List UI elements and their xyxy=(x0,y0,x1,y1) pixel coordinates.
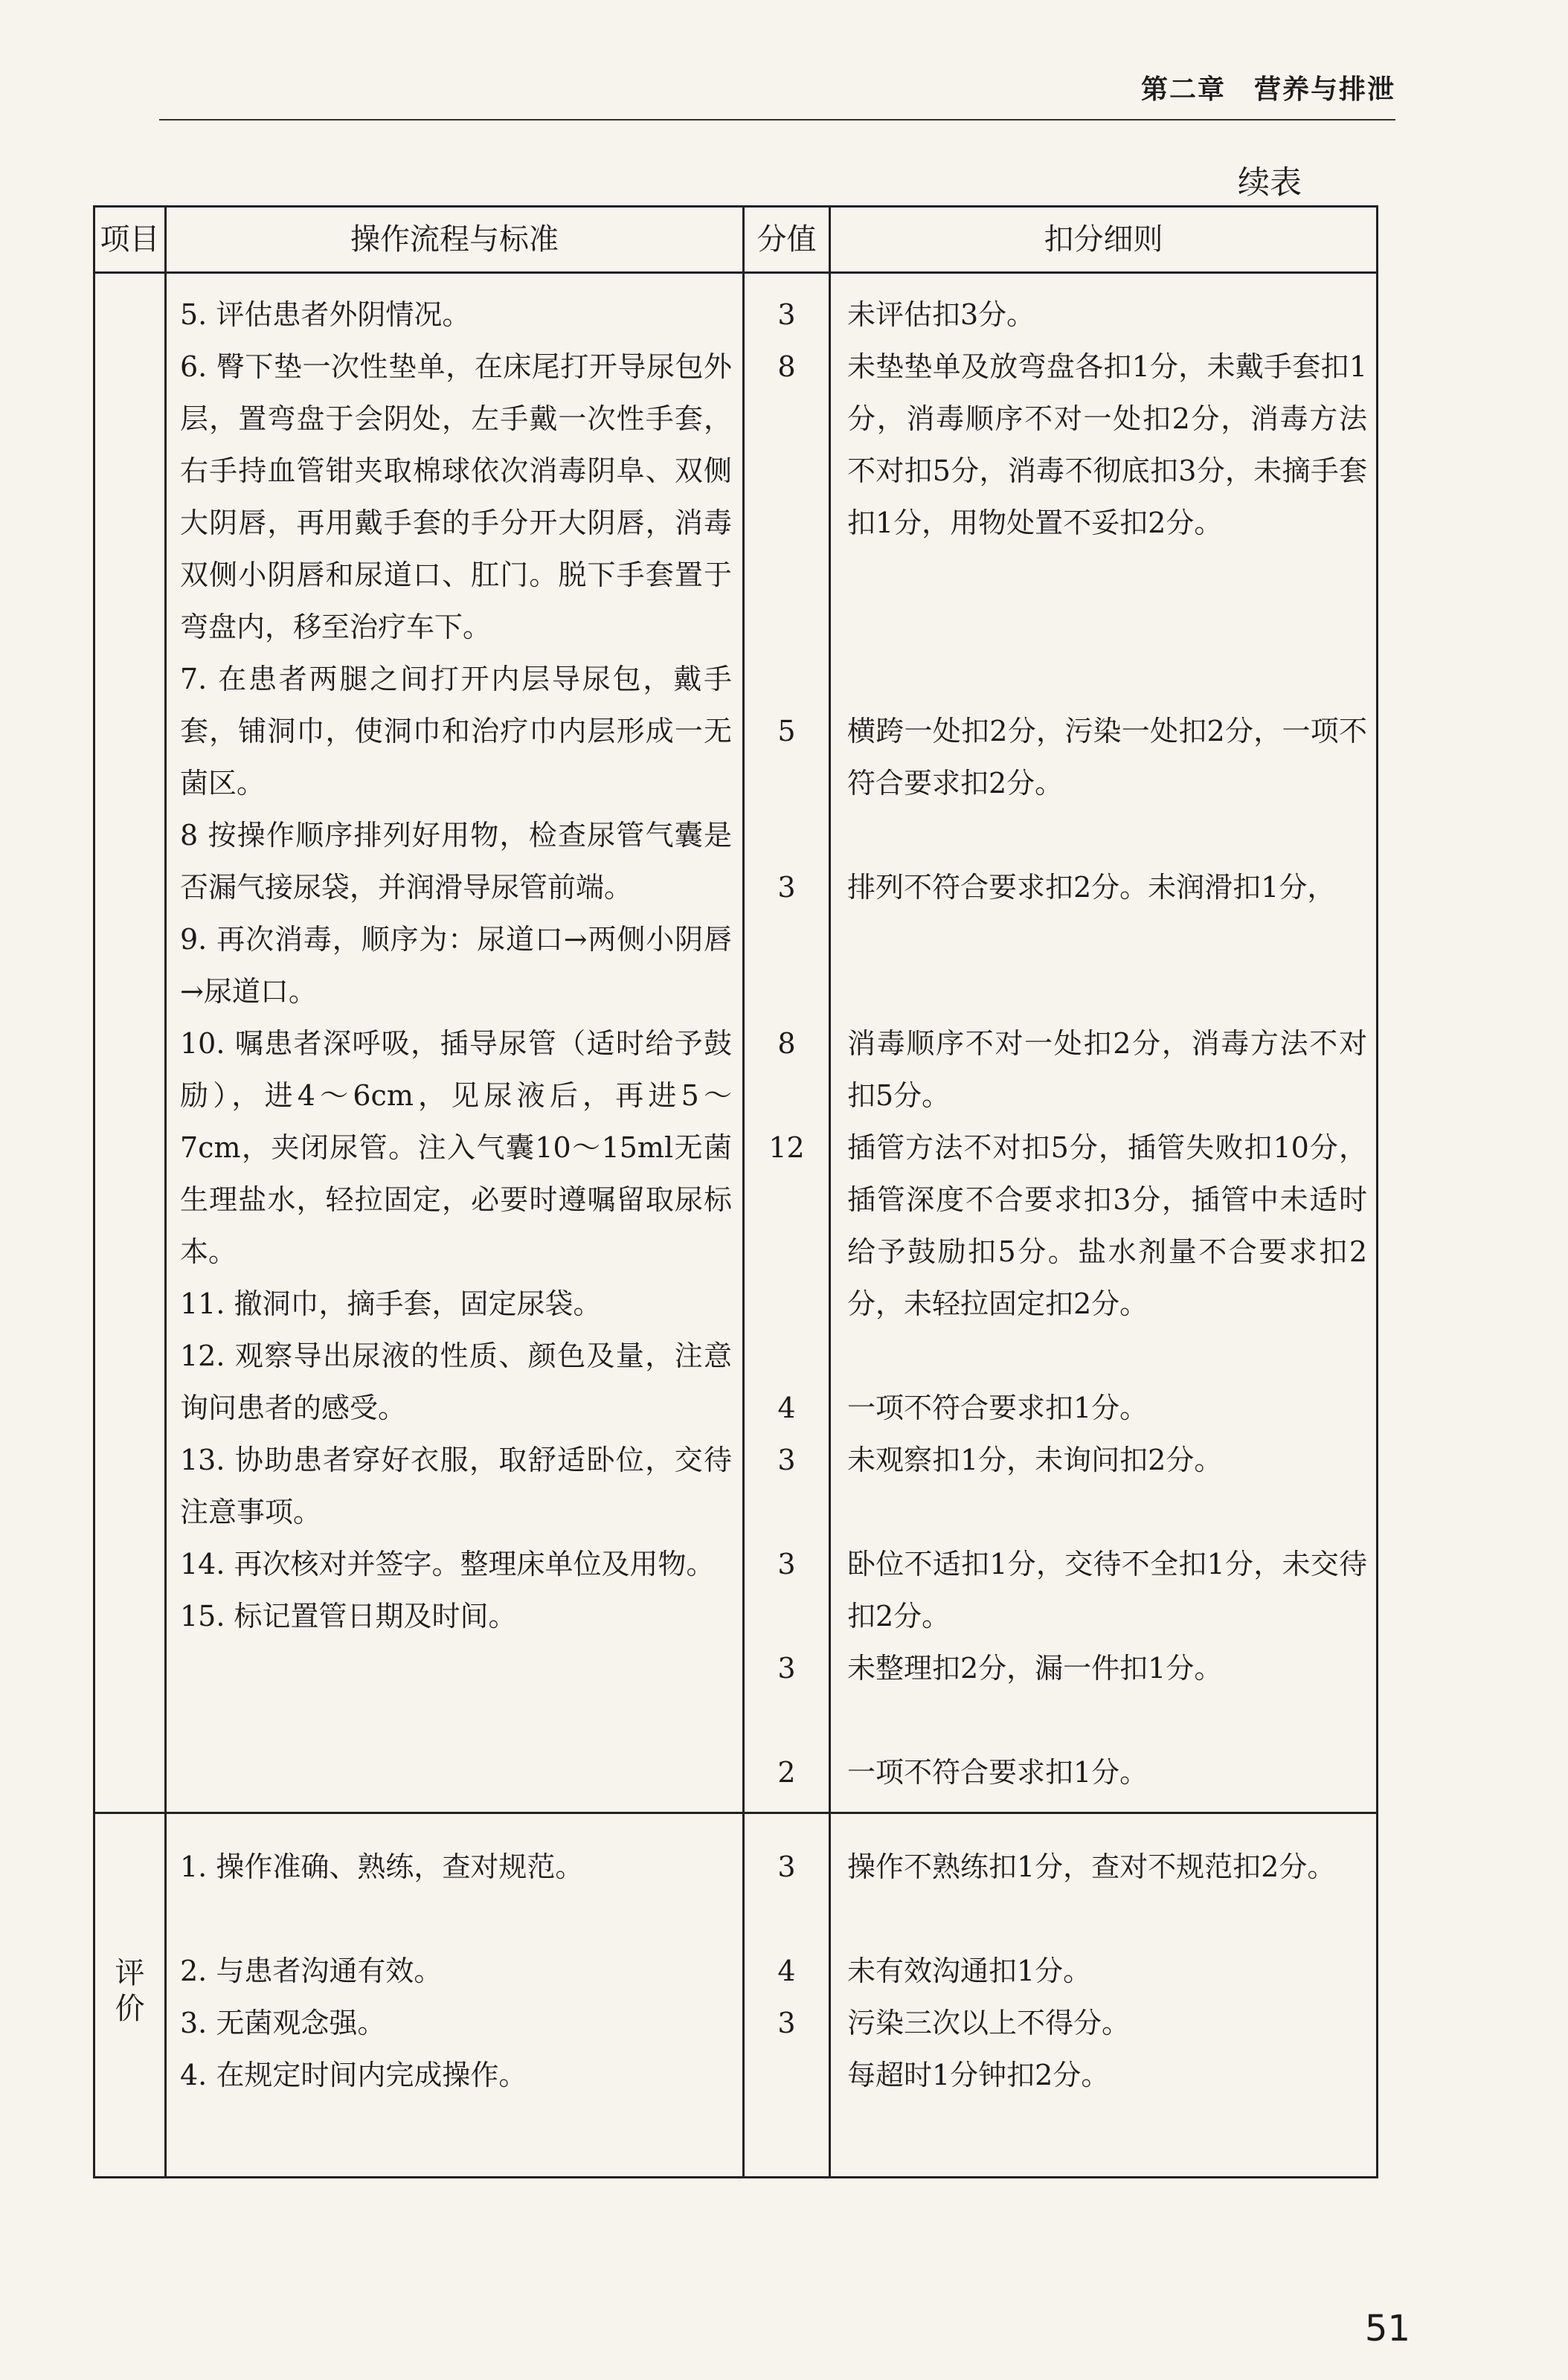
score-7: 5 xyxy=(777,715,796,747)
operation-deductions-cell xyxy=(830,273,1378,1813)
deduction-6: 未垫垫单及放弯盘各扣1分，未戴手套扣1分，消毒顺序不对一处扣2分，消毒方法不对扣5分，消毒不彻底扣3分，未摘手套扣1分，用物处置不妥扣2分。 xyxy=(847,350,1367,539)
column-header-section: 项目 xyxy=(94,207,166,273)
evaluation-section-label: 评价 xyxy=(115,1956,145,2026)
deduction-14: 未整理扣2分，漏一件扣1分。 xyxy=(847,1652,1223,1685)
score-5: 3 xyxy=(777,298,796,331)
deduction-13: 卧位不适扣1分，交待不全扣1分，未交待扣2分。 xyxy=(847,1548,1367,1633)
score-8: 3 xyxy=(777,871,796,904)
page-number: 51 xyxy=(1364,2308,1410,2350)
operation-section-cell xyxy=(94,273,166,1813)
step-6: 6. 臀下垫一次性垫单，在床尾打开导尿包外层，置弯盘于会阴处，左手戴一次性手套，右手持血管钳夹取棉球依次消毒阴阜、双侧大阴唇，再用戴手套的手分开大阴唇，消毒双侧小阴唇和尿道口、肛门。脱下手套置于弯盘内，移至治疗车下。 xyxy=(180,350,732,643)
deduction-15: 一项不符合要求扣1分。 xyxy=(847,1756,1148,1789)
step-9: 9. 再次消毒，顺序为：尿道口→两侧小阴唇→尿道口。 xyxy=(180,923,732,1008)
step-5: 5. 评估患者外阴情况。 xyxy=(180,298,471,331)
continued-label: 续表 xyxy=(1238,164,1302,202)
scoring-table xyxy=(93,205,1378,2178)
score-6: 8 xyxy=(777,350,796,383)
eval-step-4: 4. 在规定时间内完成操作。 xyxy=(180,2059,527,2091)
step-13: 13. 协助患者穿好衣服，取舒适卧位，交待注意事项。 xyxy=(180,1444,732,1528)
running-header: 第二章 营养与排泄 xyxy=(1140,74,1395,105)
column-header-procedure: 操作流程与标准 xyxy=(166,207,744,273)
score-13: 3 xyxy=(777,1548,796,1580)
score-9: 8 xyxy=(777,1027,796,1060)
score-12: 3 xyxy=(777,1444,796,1476)
eval-score-2: 4 xyxy=(777,1955,796,1987)
step-10: 10. 嘱患者深呼吸，插导尿管（适时给予鼓励），进4～6cm，见尿液后，再进5～7cm，夹闭尿管。注入气囊10～15ml无菌生理盐水，轻拉固定，必要时遵嘱留取尿标本。 xyxy=(180,1027,732,1268)
deduction-8: 排列不符合要求扣2分。未润滑扣1分， xyxy=(847,871,1336,904)
eval-score-3: 3 xyxy=(777,2007,796,2039)
score-11: 4 xyxy=(777,1392,796,1424)
eval-step-1: 1. 操作准确、熟练，查对规范。 xyxy=(180,1850,584,1883)
deduction-5: 未评估扣3分。 xyxy=(847,298,1035,331)
evaluation-steps-cell xyxy=(166,1813,744,2178)
evaluation-deductions-cell xyxy=(830,1813,1378,2178)
eval-deduction-3: 污染三次以上不得分。 xyxy=(847,2007,1131,2039)
operation-section-row xyxy=(94,273,1378,1813)
deduction-9: 消毒顺序不对一处扣2分，消毒方法不对扣5分。 xyxy=(847,1027,1367,1112)
eval-deduction-4: 每超时1分钟扣2分。 xyxy=(847,2059,1110,2091)
column-header-score: 分值 xyxy=(744,207,830,273)
eval-score-4 xyxy=(745,2049,829,2101)
header-rule xyxy=(159,119,1395,120)
step-12: 12. 观察导出尿液的性质、颜色及量，注意询问患者的感受。 xyxy=(180,1339,732,1424)
table-header-row xyxy=(94,207,1378,273)
step-11: 11. 撤洞巾，摘手套，固定尿袋。 xyxy=(180,1287,602,1320)
evaluation-scores-cell xyxy=(744,1813,830,2178)
eval-deduction-2: 未有效沟通扣1分。 xyxy=(847,1955,1092,1987)
score-14: 3 xyxy=(777,1652,796,1685)
eval-deduction-1: 操作不熟练扣1分，查对不规范扣2分。 xyxy=(847,1850,1336,1883)
step-7: 7. 在患者两腿之间打开内层导尿包，戴手套，铺洞巾，使洞巾和治疗巾内层形成一无菌区。 xyxy=(180,663,732,800)
step-8: 8 按操作顺序排列好用物，检查尿管气囊是否漏气接尿袋，并润滑导尿管前端。 xyxy=(180,819,732,904)
column-header-deduction: 扣分细则 xyxy=(830,207,1378,273)
eval-step-3: 3. 无菌观念强。 xyxy=(180,2007,386,2039)
evaluation-section-cell xyxy=(94,1813,166,2178)
eval-score-1: 3 xyxy=(777,1850,796,1883)
step-15: 15. 标记置管日期及时间。 xyxy=(180,1600,517,1633)
deduction-10: 插管方法不对扣5分，插管失败扣10分，插管深度不合要求扣3分，插管中未适时给予鼓励扣5分。盐水剂量不合要求扣2分，未轻拉固定扣2分。 xyxy=(847,1131,1367,1320)
evaluation-section-row xyxy=(94,1813,1378,2178)
score-10: 12 xyxy=(768,1131,805,1164)
operation-scores-cell xyxy=(744,273,830,1813)
deduction-11: 一项不符合要求扣1分。 xyxy=(847,1392,1148,1424)
step-14: 14. 再次核对并签字。整理床单位及用物。 xyxy=(180,1548,715,1580)
deduction-12: 未观察扣1分，未询问扣2分。 xyxy=(847,1444,1223,1476)
deduction-7: 横跨一处扣2分，污染一处扣2分，一项不符合要求扣2分。 xyxy=(847,715,1367,800)
score-15: 2 xyxy=(777,1756,796,1789)
eval-step-2: 2. 与患者沟通有效。 xyxy=(180,1955,443,1987)
operation-steps-cell xyxy=(166,273,744,1813)
